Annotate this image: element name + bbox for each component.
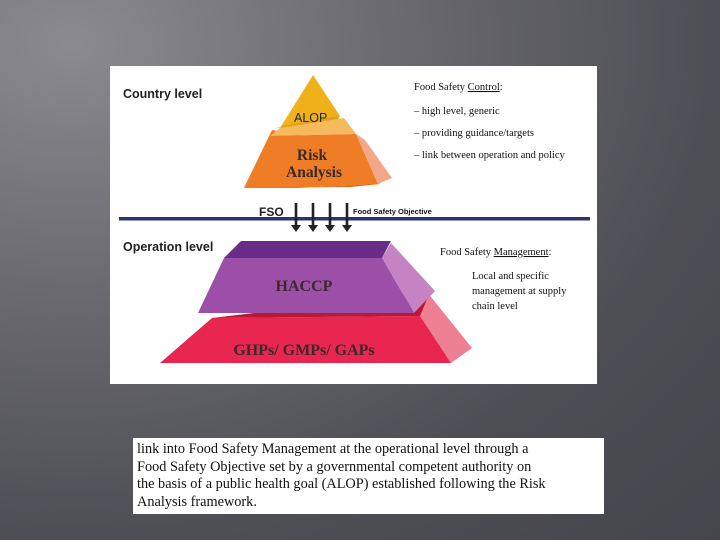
- arrow-down-icon: [325, 225, 335, 232]
- management-line-1: Local and specific: [472, 271, 549, 282]
- caption-line: Food Safety Objective set by a governmental competent authority on: [137, 458, 532, 475]
- control-item-1: – high level, generic: [414, 106, 500, 117]
- risk-analysis-label-2: Analysis: [286, 164, 342, 181]
- haccp-label: HACCP: [275, 278, 333, 295]
- food-safety-diagram: [110, 66, 597, 384]
- caption-line: Analysis framework.: [137, 493, 257, 510]
- caption-box: [133, 438, 604, 514]
- risk-analysis-label-1: Risk: [296, 147, 328, 164]
- ghp-label: GHPs/ GMPs/ GAPs: [233, 342, 375, 359]
- arrow-down-icon: [342, 225, 352, 232]
- management-line-3: chain level: [472, 301, 518, 312]
- fso-label: FSO: [259, 205, 284, 219]
- caption-line: link into Food Safety Management at the operational level through a: [137, 441, 529, 457]
- caption-line: the basis of a public health goal (ALOP) established following the Risk: [137, 476, 546, 493]
- fso-full-label: Food Safety Objective: [353, 207, 432, 216]
- alop-label: ALOP: [294, 111, 328, 125]
- operation-level-label: Operation level: [123, 240, 214, 254]
- control-item-3: – link between operation and policy: [414, 150, 565, 161]
- control-item-2: – providing guidance/targets: [414, 128, 534, 139]
- management-title: Food Safety Management:: [440, 247, 552, 258]
- control-title: Food Safety Control:: [414, 82, 503, 93]
- haccp-top: [224, 241, 391, 258]
- arrow-down-icon: [308, 225, 318, 232]
- management-line-2: management at supply: [472, 286, 567, 297]
- diagram-canvas: [110, 66, 597, 384]
- country-level-label: Country level: [123, 87, 203, 101]
- level-divider: [119, 217, 590, 221]
- arrow-down-icon: [291, 225, 301, 232]
